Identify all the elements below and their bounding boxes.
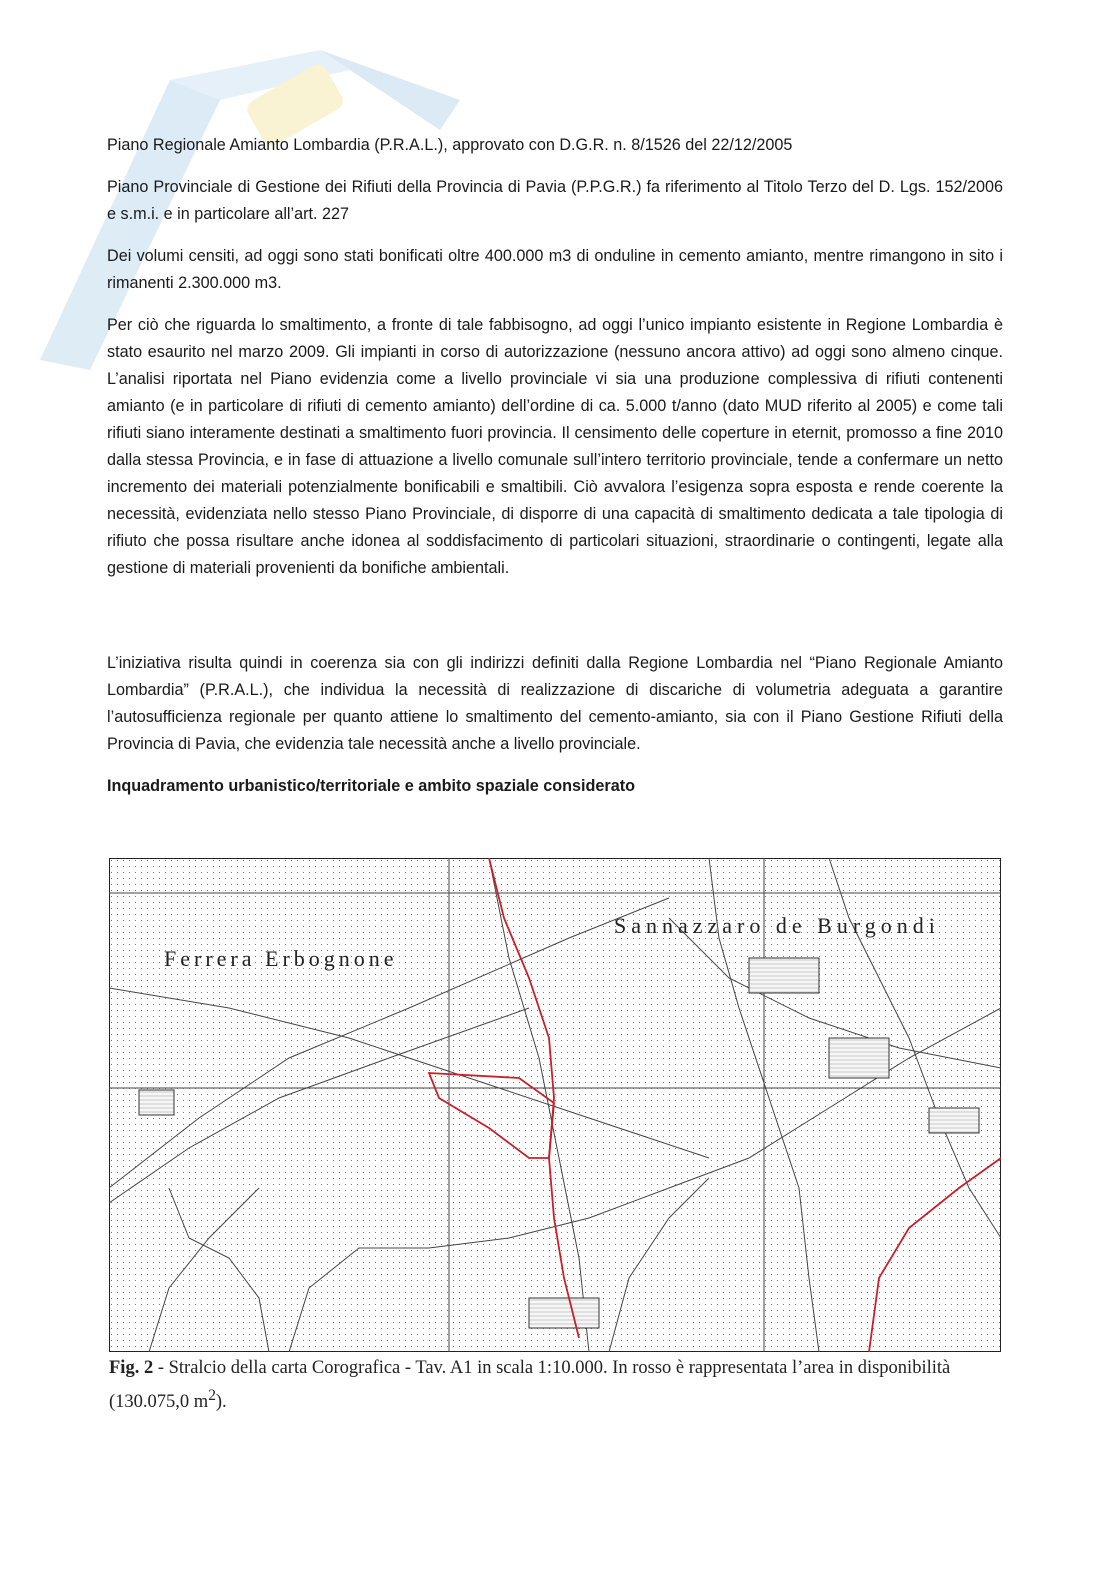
map-label-sannazzaro: Sannazzaro de Burgondi xyxy=(614,913,940,938)
map-figure xyxy=(109,858,1001,1352)
section-heading: Inquadramento urbanistico/territoriale e ambito spaziale considerato xyxy=(107,777,636,795)
map-label-ferrera: Ferrera Erbognone xyxy=(164,946,398,971)
figure-caption xyxy=(109,1355,1001,1416)
paragraph-volumi: Dei volumi censiti, ad oggi sono stati bonificati oltre 400.000 m3 di onduline in cemento amianto, mentre rimangono in sito i rimanenti 2.300.000 m3. xyxy=(107,247,1003,292)
figure-number: Fig. 2 xyxy=(109,1358,154,1378)
paragraph-pral: Piano Regionale Amianto Lombardia (P.R.A.L.), approvato con D.G.R. n. 8/1526 del 22/12/2005 xyxy=(107,136,793,154)
paragraph-iniziativa: L’iniziativa risulta quindi in coerenza sia con gli indirizzi definiti dalla Regione Lombardia nel “Piano Regionale Amianto Lombardia” (P.R.A.L.), che individua la necessità di realizzazione di discariche di volumetria adeguata a garantire l’autosufficienza regionale per quanto attiene lo smaltimento del cemento-amianto, sia con il Piano Gestione Rifiuti della Provincia di Pavia, che evidenzia tale necessità anche a livello provinciale. xyxy=(107,654,1003,753)
caption-superscript: 2 xyxy=(208,1387,216,1404)
caption-end: ). xyxy=(215,1392,227,1413)
caption-text: - Stralcio della carta Corografica - Tav. A1 in scala 1:10.000. In rosso è rappresentata l’area in disponibilità (130.075,0 m xyxy=(109,1358,951,1413)
paragraph-ppgr: Piano Provinciale di Gestione dei Rifiuti della Provincia di Pavia (P.P.G.R.) fa riferimento al Titolo Terzo del D. Lgs. 152/2006 e s.m.i. e in particolare all’art. 227 xyxy=(107,178,1003,223)
paragraph-smaltimento: Per ciò che riguarda lo smaltimento, a fronte di tale fabbisogno, ad oggi l’unico impianto esistente in Regione Lombardia è stato esaurito nel marzo 2009. Gli impianti in corso di autorizzazione (nessuno ancora attivo) ad oggi sono almeno cinque. L’analisi riportata nel Piano evidenzia come a livello provinciale vi sia una produzione complessiva di rifiuti contenenti amianto (e in particolare di rifiuti di cemento amianto) dell’ordine di ca. 5.000 t/anno (dato MUD riferito al 2005) e come tali rifiuti siano interamente destinati a smaltimento fuori provincia. Il censimento delle coperture in eternit, promosso a fine 2010 dalla stessa Provincia, e in fase di attuazione a livello comunale sull’intero territorio provinciale, tende a confermare un netto incremento dei materiali potenzialmente bonificabili e smaltibili. Ciò avvalora l’esigenza sopra esposta e rende coerente la necessità, evidenziata nello stesso Piano Provinciale, di disporre di una capacità di smaltimento dedicata a tale tipologia di rifiuto che possa risultare anche idonea al soddisfacimento di particolari situazioni, straordinarie o contingenti, legate alla gestione di materiali provenienti da bonifiche ambientali. xyxy=(107,316,1003,577)
